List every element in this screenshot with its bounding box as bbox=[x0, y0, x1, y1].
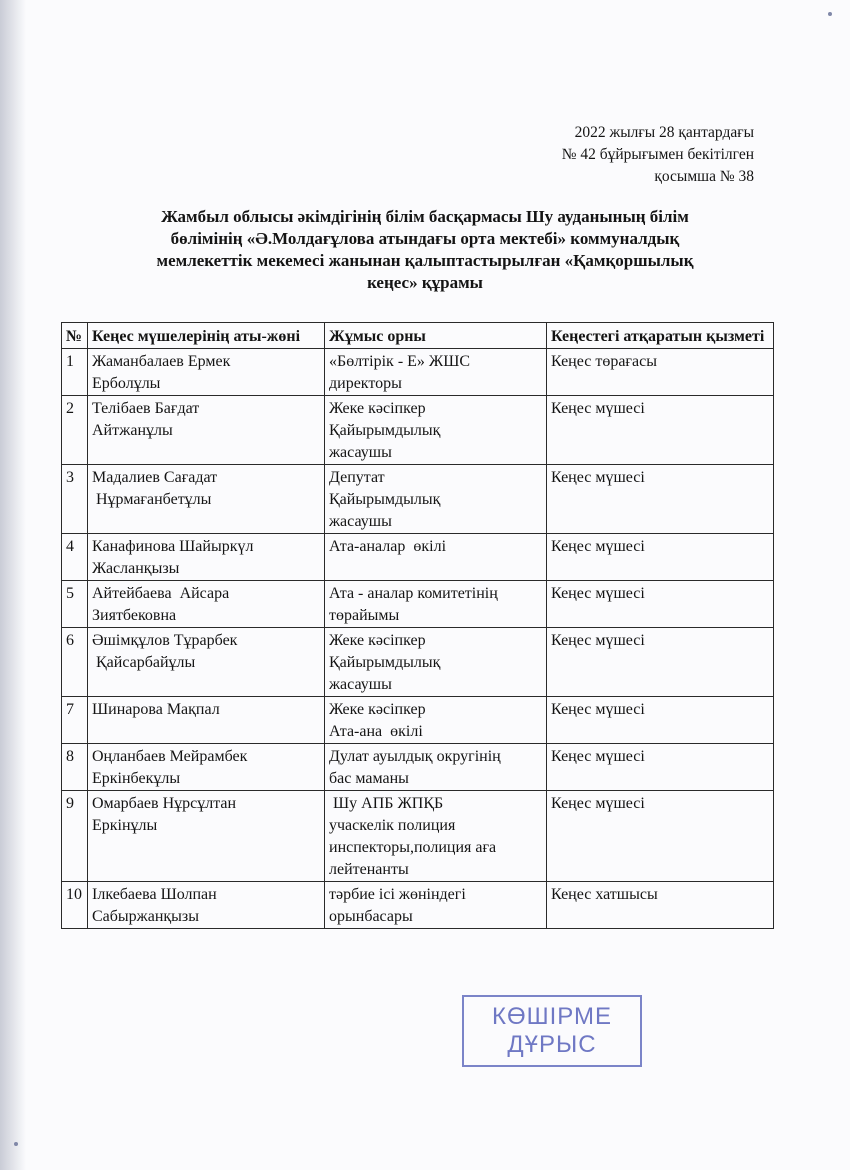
council-role-cell: Кеңес төрағасы bbox=[547, 349, 774, 396]
member-patronymic: Айтжанұлы bbox=[92, 422, 173, 439]
workplace-cell bbox=[325, 791, 547, 882]
member-surname-firstname: Оңланбаев Мейрамбек bbox=[92, 748, 248, 765]
member-surname-firstname: Телібаев Бағдат bbox=[92, 400, 200, 417]
workplace-line: «Бөлтірік - Е» ЖШС bbox=[329, 353, 471, 370]
workplace-line: жасаушы bbox=[329, 444, 392, 461]
workplace-line: Ата-ана өкілі bbox=[329, 723, 423, 740]
member-patronymic: Сабыржанқызы bbox=[92, 908, 199, 925]
workplace-line: лейтенанты bbox=[329, 861, 409, 878]
workplace-cell bbox=[325, 697, 547, 744]
scan-shadow bbox=[0, 0, 26, 1170]
workplace-line: тәрбие ісі жөніндегі bbox=[329, 886, 466, 903]
council-role-cell: Кеңес мүшесі bbox=[547, 581, 774, 628]
row-number: 4 bbox=[62, 534, 88, 581]
member-surname-firstname: Әшімқұлов Тұрарбек bbox=[92, 632, 238, 649]
member-surname-firstname: Канафинова Шайыркүл bbox=[92, 538, 254, 555]
member-surname-firstname: Омарбаев Нұрсұлтан bbox=[92, 795, 237, 812]
workplace-line: Шу АПБ ЖПҚБ bbox=[329, 795, 444, 812]
workplace-line: бас маманы bbox=[329, 770, 409, 787]
workplace-line: учаскелік полиция bbox=[329, 817, 456, 834]
table-row bbox=[62, 581, 774, 628]
title-line-2: бөлімінің «Ә.Молдағұлова атындағы орта мектебі» коммуналдық bbox=[170, 229, 680, 248]
workplace-line: Дулат ауылдық округінің bbox=[329, 748, 501, 765]
workplace-line: Жеке кәсіпкер bbox=[329, 632, 426, 649]
workplace-cell bbox=[325, 628, 547, 697]
workplace-line: директоры bbox=[329, 375, 402, 392]
member-name-cell bbox=[88, 882, 325, 929]
table-row bbox=[62, 882, 774, 929]
workplace-line: Жеке кәсіпкер bbox=[329, 701, 426, 718]
stamp-line-2: ДҰРЫС bbox=[507, 1031, 597, 1058]
council-members-table bbox=[61, 322, 774, 929]
table-row bbox=[62, 396, 774, 465]
row-number: 7 bbox=[62, 697, 88, 744]
title-line-3: мемлекеттік мекемесі жанынан қалыптастырылған «Қамқоршылық bbox=[156, 251, 694, 270]
workplace-cell bbox=[325, 349, 547, 396]
header-name: Кеңес мүшелерінің аты-жөні bbox=[88, 323, 325, 349]
member-surname-firstname: Айтейбаева Айсара bbox=[92, 585, 230, 602]
copy-correct-stamp bbox=[462, 995, 642, 1067]
member-surname-firstname: Жаманбалаев Ермек bbox=[92, 353, 231, 370]
workplace-line: орынбасары bbox=[329, 908, 413, 925]
row-number: 10 bbox=[62, 882, 88, 929]
member-surname-firstname: Мадалиев Сағадат bbox=[92, 469, 218, 486]
council-role-cell: Кеңес мүшесі bbox=[547, 744, 774, 791]
workplace-cell bbox=[325, 396, 547, 465]
approval-line-3: қосымша № 38 bbox=[654, 168, 754, 185]
row-number: 9 bbox=[62, 791, 88, 882]
member-name-cell bbox=[88, 581, 325, 628]
row-number: 5 bbox=[62, 581, 88, 628]
council-role-cell: Кеңес мүшесі bbox=[547, 465, 774, 534]
member-name-cell bbox=[88, 744, 325, 791]
workplace-line: Депутат bbox=[329, 469, 385, 486]
member-name-cell bbox=[88, 697, 325, 744]
workplace-line: Қайырымдылық bbox=[329, 491, 441, 508]
approval-line-2: № 42 бұйрығымен бекітілген bbox=[561, 146, 754, 163]
council-role-cell: Кеңес мүшесі bbox=[547, 396, 774, 465]
council-role-cell: Кеңес мүшесі bbox=[547, 697, 774, 744]
workplace-cell bbox=[325, 744, 547, 791]
member-patronymic: Ерболұлы bbox=[92, 375, 161, 392]
workplace-line: жасаушы bbox=[329, 513, 392, 530]
workplace-line: жасаушы bbox=[329, 676, 392, 693]
workplace-line: Ата-аналар өкілі bbox=[329, 538, 447, 555]
table-header-row bbox=[62, 323, 774, 349]
member-name-cell bbox=[88, 534, 325, 581]
table-body bbox=[62, 349, 774, 929]
member-patronymic: Нұрмағанбетұлы bbox=[92, 491, 212, 508]
member-name-cell bbox=[88, 628, 325, 697]
header-workplace: Жұмыс орны bbox=[325, 323, 547, 349]
row-number: 1 bbox=[62, 349, 88, 396]
workplace-line: Ата - аналар комитетінің bbox=[329, 585, 498, 602]
title-line-4: кеңес» құрамы bbox=[367, 273, 483, 292]
table-row bbox=[62, 534, 774, 581]
row-number: 8 bbox=[62, 744, 88, 791]
title-line-1: Жамбыл облысы әкімдігінің білім басқармасы Шу ауданының білім bbox=[161, 207, 689, 226]
scan-speck bbox=[14, 1142, 18, 1146]
table-row bbox=[62, 349, 774, 396]
row-number: 3 bbox=[62, 465, 88, 534]
row-number: 6 bbox=[62, 628, 88, 697]
council-role-cell: Кеңес хатшысы bbox=[547, 882, 774, 929]
member-surname-firstname: Шинарова Мақпал bbox=[92, 701, 220, 718]
table-row bbox=[62, 628, 774, 697]
workplace-cell bbox=[325, 581, 547, 628]
document-title bbox=[100, 206, 750, 294]
member-name-cell bbox=[88, 349, 325, 396]
member-surname-firstname: Ілкебаева Шолпан bbox=[92, 886, 217, 903]
member-patronymic: Жасланқызы bbox=[92, 560, 180, 577]
member-name-cell bbox=[88, 396, 325, 465]
member-patronymic: Еркінбекұлы bbox=[92, 770, 181, 787]
row-number: 2 bbox=[62, 396, 88, 465]
workplace-line: Қайырымдылық bbox=[329, 654, 441, 671]
member-name-cell bbox=[88, 791, 325, 882]
header-role: Кеңестегі атқаратын қызметі bbox=[547, 323, 774, 349]
workplace-cell bbox=[325, 534, 547, 581]
table-row bbox=[62, 697, 774, 744]
council-role-cell: Кеңес мүшесі bbox=[547, 791, 774, 882]
approval-line-1: 2022 жылғы 28 қантардағы bbox=[574, 124, 754, 141]
scan-speck bbox=[828, 12, 832, 16]
workplace-line: инспекторы,полиция аға bbox=[329, 839, 497, 856]
member-name-cell bbox=[88, 465, 325, 534]
approval-note bbox=[562, 122, 754, 188]
member-patronymic: Еркінұлы bbox=[92, 817, 158, 834]
member-patronymic: Зиятбековна bbox=[92, 607, 177, 624]
header-number: № bbox=[62, 323, 88, 349]
workplace-cell bbox=[325, 882, 547, 929]
workplace-cell bbox=[325, 465, 547, 534]
workplace-line: Қайырымдылық bbox=[329, 422, 441, 439]
workplace-line: төрайымы bbox=[329, 607, 400, 624]
council-role-cell: Кеңес мүшесі bbox=[547, 534, 774, 581]
member-patronymic: Қайсарбайұлы bbox=[92, 654, 196, 671]
workplace-line: Жеке кәсіпкер bbox=[329, 400, 426, 417]
stamp-line-1: КӨШІРМЕ bbox=[491, 1003, 613, 1030]
council-role-cell: Кеңес мүшесі bbox=[547, 628, 774, 697]
table-row bbox=[62, 744, 774, 791]
table-row bbox=[62, 465, 774, 534]
table-row bbox=[62, 791, 774, 882]
